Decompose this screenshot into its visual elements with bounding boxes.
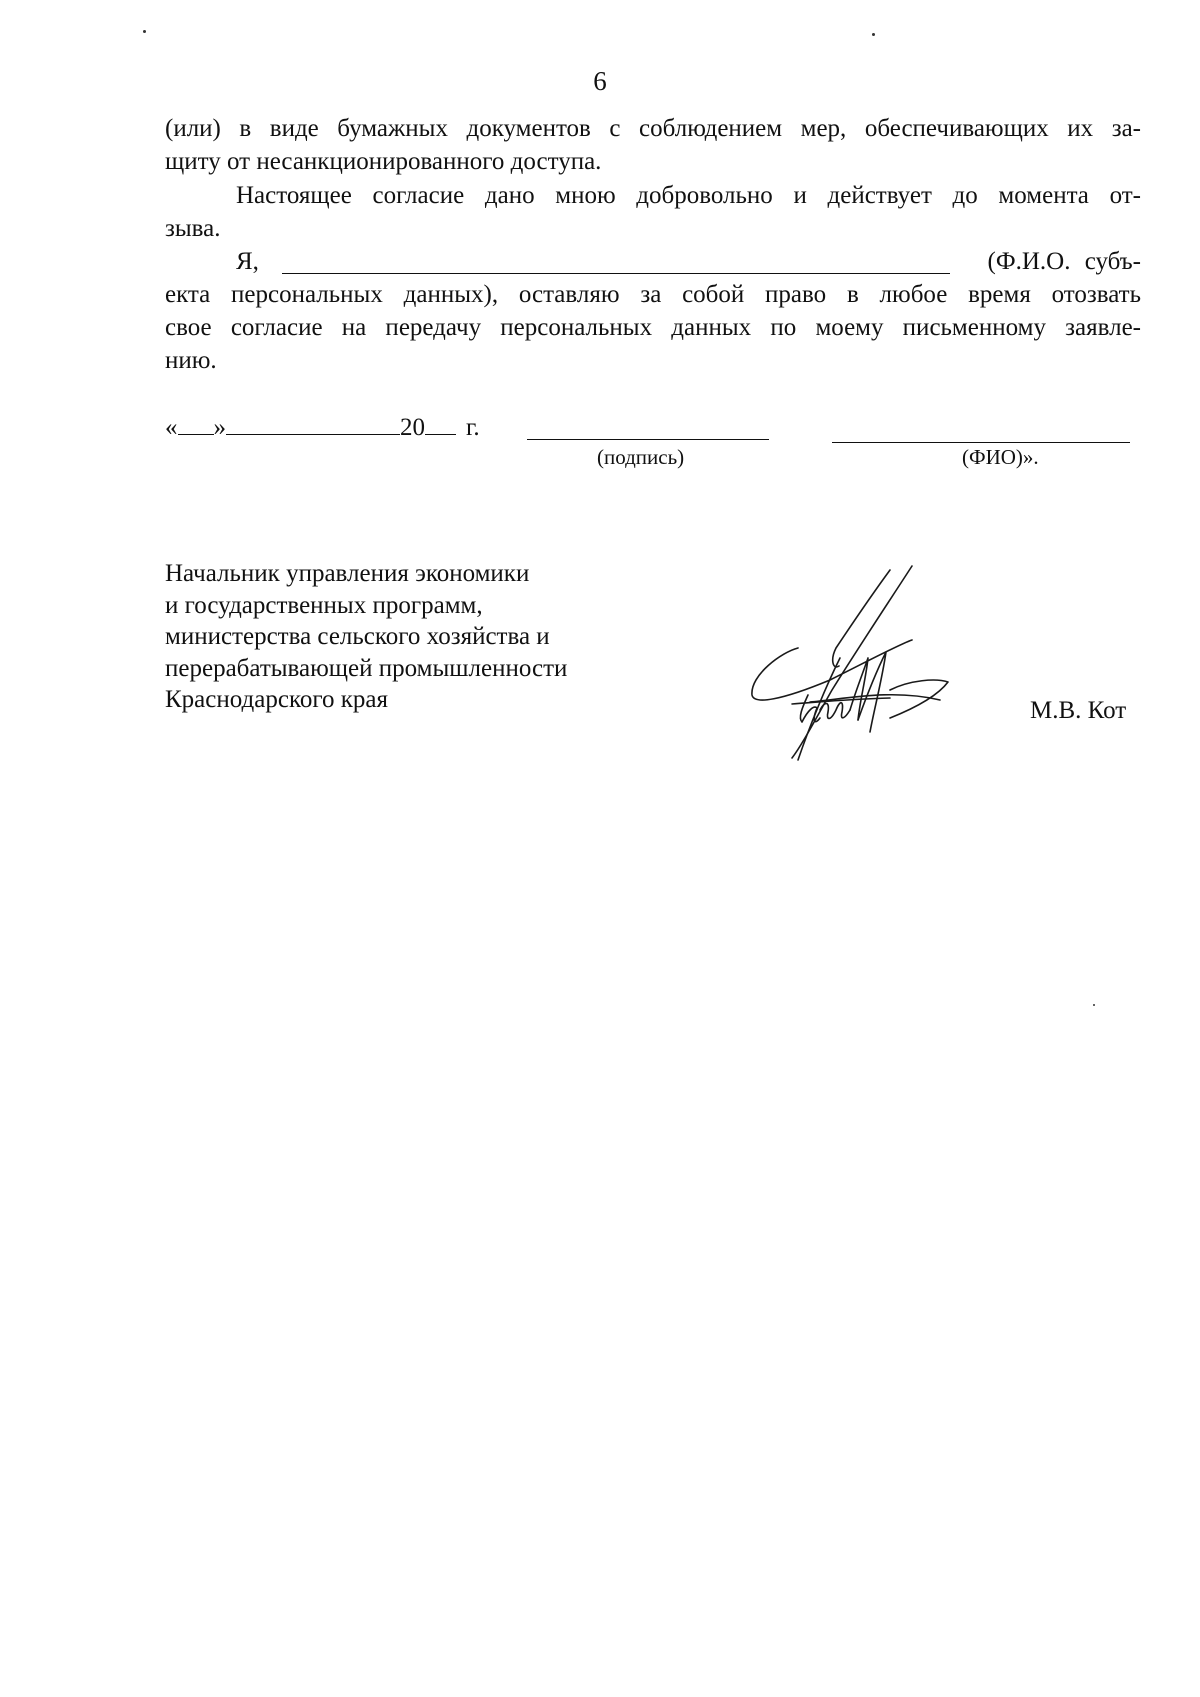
signatory-title [165, 558, 567, 716]
body-line: (или) в виде бумажных документов с соблюдением мер, обеспечивающих их за- [165, 115, 1141, 142]
fio-blank-line [282, 249, 950, 274]
fio-hint: (Ф.И.О. субъ- [987, 248, 1141, 275]
signatory-title-line: Краснодарского края [165, 686, 388, 713]
scan-speck [872, 33, 875, 36]
signature-caption: (подпись) [597, 445, 685, 469]
month-blank [226, 410, 400, 435]
body-line: щиту от несанкционированного доступа. [165, 148, 602, 175]
page-number: 6 [593, 66, 607, 96]
consent-ya: Я, [236, 248, 259, 275]
body-line: зыва. [165, 215, 221, 242]
scan-speck [1093, 1004, 1095, 1006]
day-blank [178, 410, 214, 435]
body-line: Настоящее согласие дано мною добровольно и действует до момента от- [236, 182, 1141, 209]
handwritten-signature [740, 560, 1040, 775]
date-open-quote: « [165, 414, 178, 441]
signatory-title-line: министерства сельского хозяйства и [165, 623, 550, 650]
year-suffix: г. [466, 414, 480, 441]
year-blank [425, 410, 456, 435]
signatory-title-line: Начальник управления экономики [165, 560, 530, 587]
signatory-title-line: перерабатывающей промышленности [165, 654, 568, 682]
fio-blank-line-2 [832, 418, 1130, 443]
consent-line: нию. [165, 347, 217, 374]
fio-caption: (ФИО)». [962, 445, 1039, 469]
year-prefix: 20 [400, 414, 425, 441]
signatory-title-line: и государственных программ, [165, 591, 483, 619]
signatory-name: М.В. Кот [1030, 697, 1127, 724]
date-close-quote: » [213, 414, 226, 441]
date-row [165, 410, 480, 444]
consent-line: свое согласие на передачу персональных данных по моему письменному заявле- [165, 314, 1141, 341]
consent-line: екта персональных данных), оставляю за собой право в любое время отозвать [165, 281, 1141, 308]
signature-blank-line [527, 415, 769, 440]
scan-speck [143, 30, 146, 33]
